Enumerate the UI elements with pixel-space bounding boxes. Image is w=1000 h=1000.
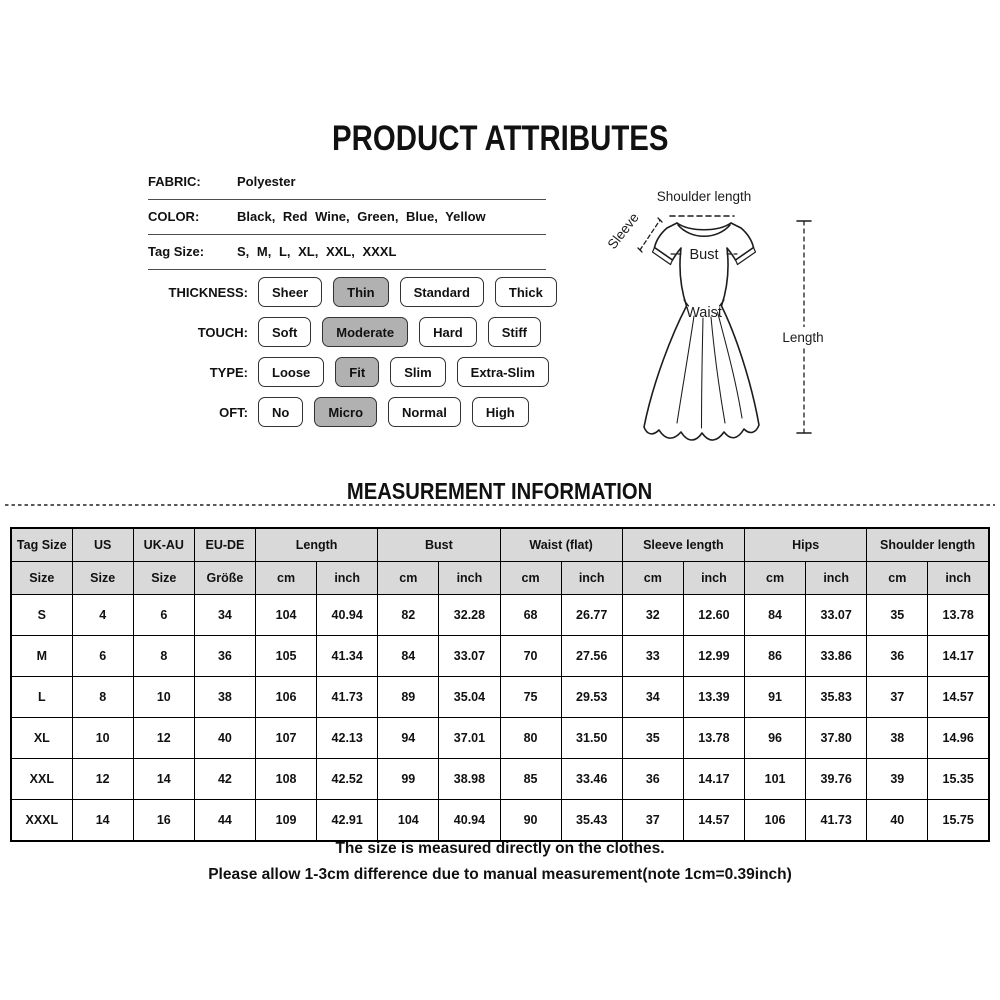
- subheader-cell: cm: [256, 562, 317, 595]
- option-button-loose[interactable]: Loose: [258, 357, 324, 387]
- table-cell: M: [11, 636, 72, 677]
- note-line-2: Please allow 1-3cm difference due to manual measurement(note 1cm=0.39inch): [208, 866, 792, 883]
- option-button-no[interactable]: No: [258, 397, 303, 427]
- option-button-sheer[interactable]: Sheer: [258, 277, 322, 307]
- subheader-cell: inch: [683, 562, 744, 595]
- option-button-hard[interactable]: Hard: [419, 317, 477, 347]
- table-cell: XXXL: [11, 800, 72, 842]
- attribute-value: S, M, L, XL, XXL, XXXL: [237, 244, 397, 259]
- subheader-cell: inch: [561, 562, 622, 595]
- option-button-slim[interactable]: Slim: [390, 357, 445, 387]
- option-button-thin[interactable]: Thin: [333, 277, 388, 307]
- table-cell: 14.57: [683, 800, 744, 842]
- subheader-cell: Size: [133, 562, 194, 595]
- table-cell: 106: [745, 800, 806, 842]
- option-button-extra-slim[interactable]: Extra-Slim: [457, 357, 549, 387]
- notes: [0, 836, 1000, 888]
- table-cell: 44: [194, 800, 255, 842]
- option-row: [148, 357, 557, 387]
- table-cell: 6: [133, 595, 194, 636]
- table-cell: 107: [256, 718, 317, 759]
- option-button-thick[interactable]: Thick: [495, 277, 557, 307]
- attribute-row: [148, 235, 546, 270]
- table-cell: 99: [378, 759, 439, 800]
- table-cell: 42.13: [317, 718, 378, 759]
- table-cell: 12.99: [683, 636, 744, 677]
- size-chart-table: [10, 527, 990, 842]
- table-cell: 14: [72, 800, 133, 842]
- table-cell: 6: [72, 636, 133, 677]
- table-cell: 104: [256, 595, 317, 636]
- attribute-label: COLOR:: [148, 209, 200, 224]
- option-button-fit[interactable]: Fit: [335, 357, 379, 387]
- table-cell: XL: [11, 718, 72, 759]
- table-cell: 35: [867, 595, 928, 636]
- table-cell: 12.60: [683, 595, 744, 636]
- table-cell: 105: [256, 636, 317, 677]
- table-cell: 16: [133, 800, 194, 842]
- header-cell: Waist (flat): [500, 528, 622, 562]
- size-chart-body: [11, 595, 989, 842]
- option-button-stiff[interactable]: Stiff: [488, 317, 541, 347]
- table-cell: 35.83: [806, 677, 867, 718]
- table-cell: 40: [194, 718, 255, 759]
- table-cell: 42.91: [317, 800, 378, 842]
- waist-label: Waist: [686, 305, 722, 321]
- table-cell: 4: [72, 595, 133, 636]
- table-row: [11, 677, 989, 718]
- table-row: [11, 636, 989, 677]
- table-cell: 29.53: [561, 677, 622, 718]
- header-cell: Length: [256, 528, 378, 562]
- option-buttons: [258, 277, 557, 307]
- table-cell: 40.94: [317, 595, 378, 636]
- subheader-cell: Size: [11, 562, 72, 595]
- table-cell: 75: [500, 677, 561, 718]
- subheader-cell: cm: [622, 562, 683, 595]
- table-cell: 89: [378, 677, 439, 718]
- option-label: TOUCH:: [197, 324, 248, 340]
- table-cell: 38: [194, 677, 255, 718]
- option-label: THICKNESS:: [168, 284, 248, 300]
- sleeve-label: Sleeve: [604, 210, 642, 252]
- table-cell: 27.56: [561, 636, 622, 677]
- subheader-cell: inch: [806, 562, 867, 595]
- options-list: [148, 277, 557, 437]
- measurement-title: MEASUREMENT INFORMATION: [347, 478, 653, 504]
- option-button-standard[interactable]: Standard: [400, 277, 484, 307]
- table-cell: 33.07: [439, 636, 500, 677]
- table-cell: 31.50: [561, 718, 622, 759]
- option-button-micro[interactable]: Micro: [314, 397, 377, 427]
- header-cell: Hips: [745, 528, 867, 562]
- table-cell: 41.34: [317, 636, 378, 677]
- option-button-soft[interactable]: Soft: [258, 317, 311, 347]
- header-cell: Sleeve length: [622, 528, 744, 562]
- table-cell: 35.04: [439, 677, 500, 718]
- table-cell: 33.46: [561, 759, 622, 800]
- table-cell: 14.96: [928, 718, 989, 759]
- table-cell: 70: [500, 636, 561, 677]
- table-cell: 33: [622, 636, 683, 677]
- subheader-cell: cm: [745, 562, 806, 595]
- table-cell: 38.98: [439, 759, 500, 800]
- table-cell: 37: [867, 677, 928, 718]
- option-button-normal[interactable]: Normal: [388, 397, 461, 427]
- dotted-divider: [5, 504, 995, 506]
- subheader-cell: inch: [928, 562, 989, 595]
- table-cell: 33.07: [806, 595, 867, 636]
- header-row-units: [11, 562, 989, 595]
- table-cell: 15.35: [928, 759, 989, 800]
- note-line-1: The size is measured directly on the clothes.: [335, 840, 665, 857]
- size-chart-header: [11, 528, 989, 595]
- table-row: [11, 759, 989, 800]
- subheader-cell: Size: [72, 562, 133, 595]
- table-cell: 26.77: [561, 595, 622, 636]
- attribute-label: Tag Size:: [148, 244, 205, 259]
- table-cell: 13.39: [683, 677, 744, 718]
- table-cell: 84: [745, 595, 806, 636]
- table-cell: 96: [745, 718, 806, 759]
- option-button-moderate[interactable]: Moderate: [322, 317, 408, 347]
- subheader-cell: Größe: [194, 562, 255, 595]
- header-cell: US: [72, 528, 133, 562]
- table-row: [11, 595, 989, 636]
- table-cell: 68: [500, 595, 561, 636]
- option-buttons: [258, 397, 529, 427]
- header-cell: Tag Size: [11, 528, 72, 562]
- header-cell: EU-DE: [194, 528, 255, 562]
- option-row: [148, 397, 557, 427]
- header-row-groups: [11, 528, 989, 562]
- attribute-row: [148, 165, 546, 200]
- subheader-cell: inch: [439, 562, 500, 595]
- table-cell: 42: [194, 759, 255, 800]
- option-row: [148, 317, 557, 347]
- attributes-list: [148, 165, 546, 270]
- table-cell: 41.73: [317, 677, 378, 718]
- table-cell: 104: [378, 800, 439, 842]
- table-cell: 10: [72, 718, 133, 759]
- table-cell: 36: [194, 636, 255, 677]
- table-cell: 101: [745, 759, 806, 800]
- table-cell: L: [11, 677, 72, 718]
- table-cell: 86: [745, 636, 806, 677]
- table-cell: 85: [500, 759, 561, 800]
- table-cell: 94: [378, 718, 439, 759]
- table-cell: 80: [500, 718, 561, 759]
- table-row: [11, 800, 989, 842]
- table-cell: 38: [867, 718, 928, 759]
- table-cell: 40.94: [439, 800, 500, 842]
- option-button-high[interactable]: High: [472, 397, 529, 427]
- table-cell: 8: [133, 636, 194, 677]
- subheader-cell: cm: [378, 562, 439, 595]
- table-cell: 39: [867, 759, 928, 800]
- table-cell: 39.76: [806, 759, 867, 800]
- bust-label: Bust: [689, 247, 719, 263]
- table-cell: 37.01: [439, 718, 500, 759]
- table-cell: 8: [72, 677, 133, 718]
- option-buttons: [258, 357, 549, 387]
- dress-collar: [677, 223, 731, 236]
- table-cell: 34: [622, 677, 683, 718]
- table-cell: 32: [622, 595, 683, 636]
- sleeve-dashed-line: [640, 220, 660, 250]
- subheader-cell: cm: [500, 562, 561, 595]
- option-buttons: [258, 317, 541, 347]
- header-cell: UK-AU: [133, 528, 194, 562]
- table-cell: 91: [745, 677, 806, 718]
- header-cell: Bust: [378, 528, 500, 562]
- table-cell: 32.28: [439, 595, 500, 636]
- table-cell: XXL: [11, 759, 72, 800]
- table-cell: 13.78: [683, 718, 744, 759]
- table-cell: 36: [867, 636, 928, 677]
- table-row: [11, 718, 989, 759]
- table-cell: 14.17: [683, 759, 744, 800]
- option-label: OFT:: [219, 404, 248, 420]
- table-cell: 37: [622, 800, 683, 842]
- table-cell: 35: [622, 718, 683, 759]
- table-cell: 37.80: [806, 718, 867, 759]
- dress-measurement-diagram: [598, 176, 858, 466]
- table-cell: 41.73: [806, 800, 867, 842]
- table-cell: 90: [500, 800, 561, 842]
- table-cell: 36: [622, 759, 683, 800]
- table-cell: 14.17: [928, 636, 989, 677]
- table-cell: 34: [194, 595, 255, 636]
- table-cell: 106: [256, 677, 317, 718]
- subheader-cell: cm: [867, 562, 928, 595]
- page-title: PRODUCT ATTRIBUTES: [331, 119, 669, 158]
- length-label: Length: [782, 330, 824, 345]
- option-row: [148, 277, 557, 307]
- table-cell: 40: [867, 800, 928, 842]
- attribute-value: Black, Red Wine, Green, Blue, Yellow: [237, 209, 486, 224]
- table-cell: 35.43: [561, 800, 622, 842]
- table-cell: 12: [133, 718, 194, 759]
- table-cell: S: [11, 595, 72, 636]
- table-cell: 42.52: [317, 759, 378, 800]
- table-cell: 14: [133, 759, 194, 800]
- table-cell: 84: [378, 636, 439, 677]
- attribute-label: FABRIC:: [148, 174, 201, 189]
- attribute-value: Polyester: [237, 174, 296, 189]
- table-cell: 33.86: [806, 636, 867, 677]
- table-cell: 12: [72, 759, 133, 800]
- attribute-row: [148, 200, 546, 235]
- table-cell: 15.75: [928, 800, 989, 842]
- shoulder-length-label: Shoulder length: [656, 189, 752, 204]
- table-cell: 13.78: [928, 595, 989, 636]
- table-cell: 10: [133, 677, 194, 718]
- table-cell: 14.57: [928, 677, 989, 718]
- table-cell: 109: [256, 800, 317, 842]
- header-cell: Shoulder length: [867, 528, 989, 562]
- table-cell: 108: [256, 759, 317, 800]
- subheader-cell: inch: [317, 562, 378, 595]
- table-cell: 82: [378, 595, 439, 636]
- option-label: TYPE:: [209, 364, 248, 380]
